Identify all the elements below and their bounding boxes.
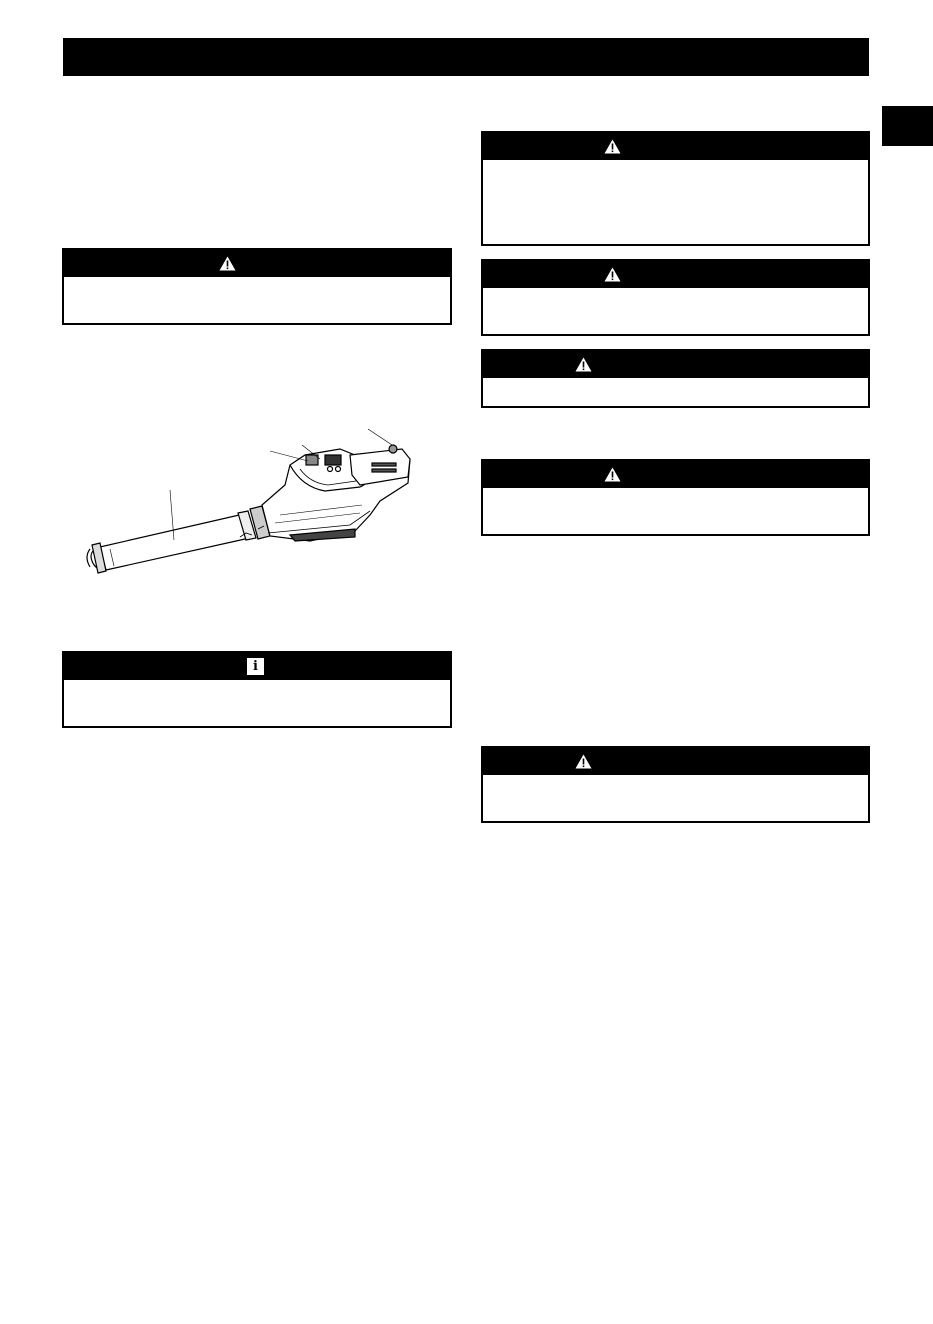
warning-header xyxy=(64,250,450,277)
warning-box xyxy=(481,131,870,246)
callout-leader xyxy=(368,429,392,445)
warning-box xyxy=(481,459,870,536)
warning-triangle-icon xyxy=(575,356,592,373)
section-title-bar xyxy=(63,38,869,76)
warning-box xyxy=(62,248,452,325)
warning-box xyxy=(481,349,870,408)
note-header xyxy=(64,653,450,680)
warning-box xyxy=(481,259,870,336)
warning-triangle-icon xyxy=(604,466,621,483)
warning-header xyxy=(483,133,868,160)
info-icon: i xyxy=(247,658,264,675)
warning-header xyxy=(483,351,868,378)
blower-illustration xyxy=(70,425,430,575)
warning-triangle-icon xyxy=(604,266,621,283)
warning-header xyxy=(483,261,868,288)
warning-header xyxy=(483,748,868,775)
warning-triangle-icon xyxy=(575,753,592,770)
note-box xyxy=(62,651,452,728)
warning-header xyxy=(483,461,868,488)
warning-box xyxy=(481,746,870,823)
callout-leader xyxy=(270,451,308,461)
language-tab xyxy=(882,106,933,146)
warning-triangle-icon xyxy=(604,138,621,155)
warning-triangle-icon xyxy=(219,255,236,272)
